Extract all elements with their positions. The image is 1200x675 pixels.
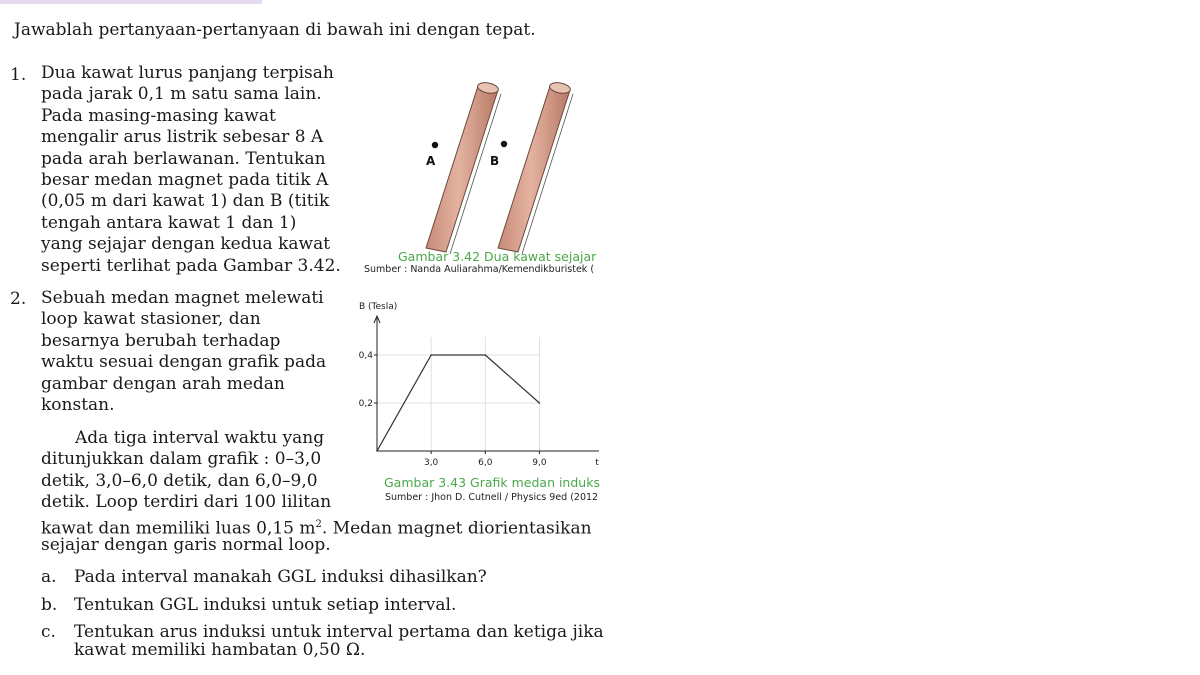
question-2-text [41, 288, 326, 416]
wire-2 [498, 81, 573, 254]
figure-3-43-source: Sumber : Jhon D. Cutnell / Physics 9ed (2012 [385, 492, 599, 503]
q2-para-line: detik, 3,0–6,0 detik, dan 6,0–9,0 [41, 470, 318, 491]
x-tick-label: 9,0 [532, 458, 547, 468]
sub-question-c-text: Tentukan arus induksi untuk interval pertama dan ketiga jika [74, 622, 604, 642]
q1-line: (0,05 m dari kawat 1) dan B (titik [41, 191, 330, 212]
question-2-number: 2. [10, 289, 27, 309]
figure-3-42-source: Sumber : Nanda Auliarahma/Kemendikburistek ( [364, 264, 595, 275]
x-tick-label: 3,0 [423, 458, 439, 468]
figure-3-43-caption: Gambar 3.43 Grafik medan induks [384, 475, 600, 490]
q2-line: gambar dengan arah medan [41, 373, 285, 394]
q1-line: tengah antara kawat 1 dan 1) [41, 212, 297, 233]
question-1-number: 1. [10, 65, 27, 85]
sub-question-c-continuation: kawat memiliki hambatan 0,50 Ω. [74, 640, 366, 660]
q2-para-line-area [41, 514, 592, 539]
x-tick-label: 6,0 [478, 458, 493, 468]
x-axis-label: t [595, 458, 599, 468]
q1-line: mengalir arus listrik sebesar 8 A [41, 127, 324, 148]
data-point [430, 354, 432, 356]
y-tick-label: 0,2 [358, 399, 373, 409]
sub-question-c-label: c. [41, 622, 56, 642]
area-exponent: 2 [315, 518, 322, 530]
sub-question-b-label: b. [41, 595, 58, 615]
y-tick-label: 0,4 [358, 351, 373, 361]
q1-line: seperti terlihat pada Gambar 3.42. [41, 255, 341, 276]
q1-line: besar medan magnet pada titik A [41, 169, 329, 190]
q1-line: pada arah berlawanan. Tentukan [41, 148, 326, 169]
instruction-heading: Jawablah pertanyaan-pertanyaan di bawah ini dengan tepat. [14, 20, 536, 40]
figure-magnetic-field-graph [350, 296, 602, 474]
q2-para-line: detik. Loop terdiri dari 100 lilitan [41, 492, 332, 513]
q1-line: Dua kawat lurus panjang terpisah [41, 63, 334, 83]
sub-question-b-text: Tentukan GGL induksi untuk setiap interval. [74, 595, 457, 615]
data-point [539, 402, 541, 404]
q1-line: yang sejajar dengan kedua kawat [41, 234, 331, 255]
figure-3-42-caption: Gambar 3.42 Dua kawat sejajar [398, 249, 597, 264]
point-a-dot [432, 142, 438, 148]
q2-line: besarnya berubah terhadap [41, 330, 281, 351]
q2-para-line: sejajar dengan garis normal loop. [41, 534, 331, 555]
sub-question-a-text: Pada interval manakah GGL induksi dihasilkan? [74, 567, 487, 587]
question-1-text [41, 63, 341, 277]
data-point [484, 354, 486, 356]
q2-line: konstan. [41, 394, 115, 415]
area-text: kawat dan memiliki luas 0,15 m [41, 518, 316, 539]
point-b-dot [501, 141, 507, 147]
sub-question-a-label: a. [41, 567, 57, 587]
top-accent-bar [0, 0, 262, 4]
q2-line: loop kawat stasioner, dan [41, 309, 261, 330]
q2-line: waktu sesuai dengan grafik pada [41, 352, 327, 373]
q2-para-line: Ada tiga interval waktu yang [75, 428, 325, 448]
figure-parallel-wires [380, 70, 610, 260]
point-a-label: A [426, 154, 436, 168]
q2-line: Sebuah medan magnet melewati [41, 288, 324, 308]
q1-line: pada jarak 0,1 m satu sama lain. [41, 84, 322, 105]
area-text-post: . Medan magnet diorientasikan [321, 518, 592, 539]
q1-line: Pada masing-masing kawat [41, 105, 276, 126]
y-axis-label: B (Tesla) [359, 302, 398, 312]
point-b-label: B [490, 154, 500, 168]
data-point [376, 450, 378, 452]
q2-para-line: ditunjukkan dalam grafik : 0–3,0 [41, 449, 322, 470]
